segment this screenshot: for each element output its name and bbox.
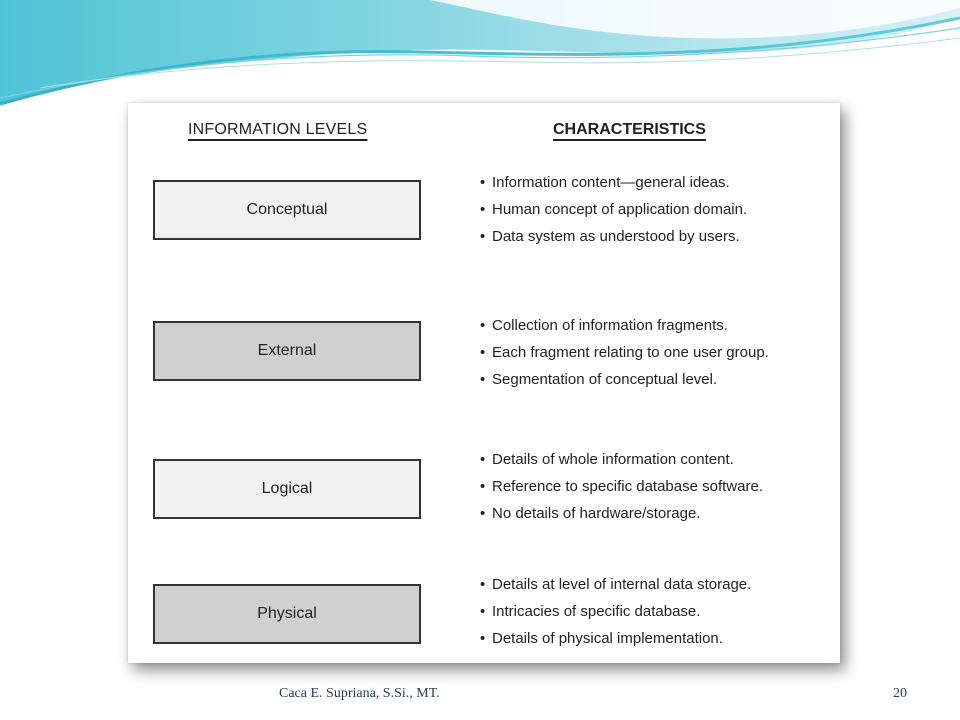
slide-number: 20 <box>893 686 907 701</box>
characteristic-text: Human concept of application domain. <box>492 201 748 218</box>
list-item <box>480 446 763 473</box>
level-label: Conceptual <box>246 201 328 218</box>
bullet-icon: • <box>480 174 486 191</box>
header-wave-decoration <box>0 0 960 120</box>
list-item <box>480 473 763 500</box>
bullet-icon: • <box>480 371 486 388</box>
bullet-icon: • <box>480 603 486 620</box>
level-label: Logical <box>261 480 313 497</box>
list-item <box>480 312 769 339</box>
characteristic-text: Each fragment relating to one user group. <box>492 344 769 361</box>
list-item <box>480 196 747 223</box>
level-box-external <box>153 321 421 381</box>
bullet-icon: • <box>480 201 486 218</box>
list-item <box>480 500 763 527</box>
bullet-icon: • <box>480 630 486 647</box>
level-label: Physical <box>257 605 317 622</box>
list-item <box>480 223 747 250</box>
characteristics-list-physical <box>480 571 751 652</box>
bullet-icon: • <box>480 228 486 245</box>
level-box-conceptual <box>153 180 421 240</box>
bullet-icon: • <box>480 344 486 361</box>
characteristic-text: Information content—general ideas. <box>492 174 730 191</box>
list-item <box>480 366 769 393</box>
bullet-icon: • <box>480 451 486 468</box>
list-item <box>480 625 751 652</box>
characteristics-list-logical <box>480 446 763 527</box>
heading-information-levels: INFORMATION LEVELS <box>188 121 368 138</box>
bullet-icon: • <box>480 505 486 522</box>
list-item <box>480 339 769 366</box>
heading-characteristics: CHARACTERISTICS <box>553 121 706 138</box>
characteristics-list-conceptual <box>480 169 747 250</box>
characteristic-text: Reference to specific database software. <box>492 478 763 495</box>
characteristics-list-external <box>480 312 769 393</box>
characteristic-text: Details of whole information content. <box>492 451 734 468</box>
level-box-physical <box>153 584 421 644</box>
list-item <box>480 169 747 196</box>
bullet-icon: • <box>480 478 486 495</box>
characteristic-text: Data system as understood by users. <box>492 228 740 245</box>
characteristic-text: Details at level of internal data storage. <box>492 576 752 593</box>
list-item <box>480 598 751 625</box>
characteristic-text: Intricacies of specific database. <box>492 603 701 620</box>
characteristic-text: Collection of information fragments. <box>492 317 728 334</box>
bullet-icon: • <box>480 317 486 334</box>
characteristic-text: Segmentation of conceptual level. <box>492 371 718 388</box>
bullet-icon: • <box>480 576 486 593</box>
level-label: External <box>257 342 317 359</box>
footer-author: Caca E. Supriana, S.Si., MT. <box>279 686 440 701</box>
level-box-logical <box>153 459 421 519</box>
list-item <box>480 571 751 598</box>
characteristic-text: Details of physical implementation. <box>492 630 723 647</box>
characteristic-text: No details of hardware/storage. <box>492 505 701 522</box>
